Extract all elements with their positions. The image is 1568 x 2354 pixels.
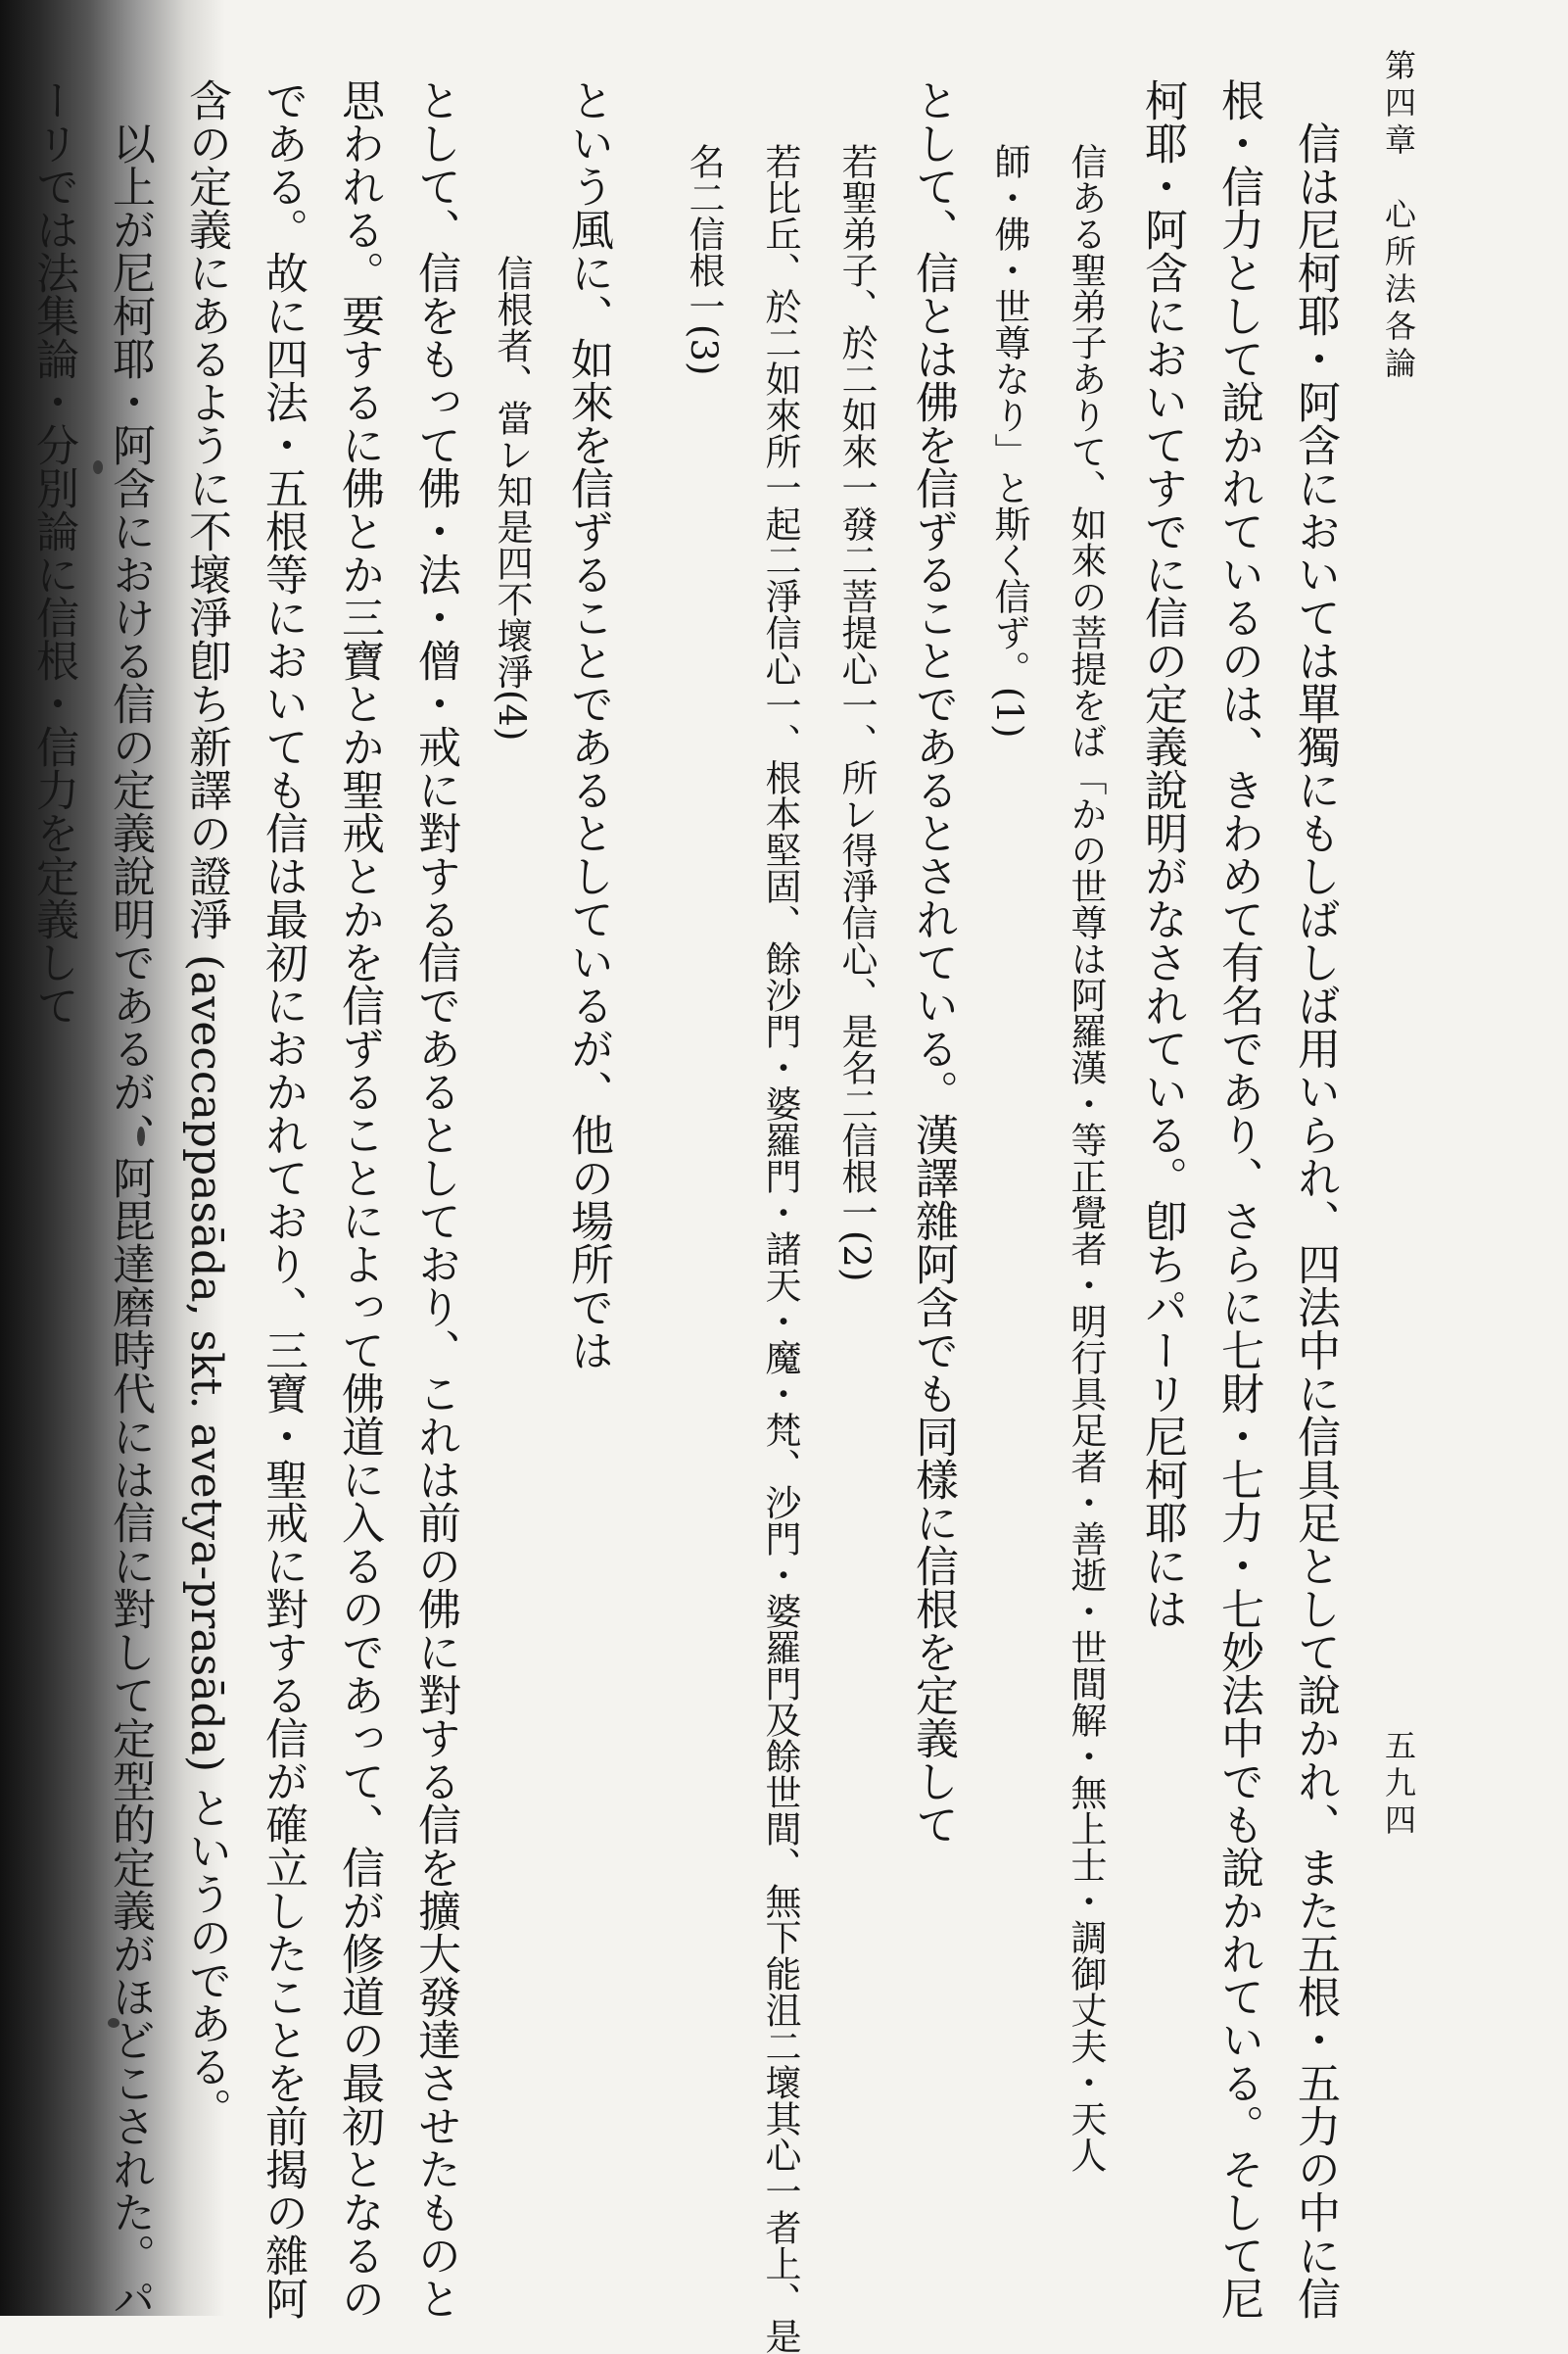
text-line: として、信をもって佛・法・僧・戒に對する信であるとしており、これは前の佛に對する信を擴大發達させたものと — [410, 78, 460, 2320]
text-line: 根・信力として說かれているのは、きわめて有名であり、さらに七財・七力・七妙法中でも說かれている。そして尼 — [1213, 78, 1263, 2320]
text-line: 思われる。要するに佛とか三寶とか聖戒とかを信ずることによって佛道に入るのであって、信が修道の最初となるの — [334, 78, 384, 2320]
running-head: 第四章 心所法各論 — [1380, 49, 1417, 384]
quotation-line: 信根者、當レ知是四不壞淨(4) — [491, 255, 533, 742]
text-line: 信は尼柯耶・阿含においては單獨にもしばしば用いられ、四法中に信具足として說かれ、また五根・五力の中に信 — [1290, 121, 1340, 2320]
text-line: 含の定義にあるように不壞淨卽ち新譯の證淨 (aveccappasāda, skt. avetya-prasāda) というのである。 — [181, 78, 231, 2132]
text-line: 以上が尼柯耶・阿含における信の定義說明であるが、阿毘達磨時代には信に對して定型的定義がほどこされた。パ — [105, 121, 155, 2320]
quotation-line: 若聖弟子、於二如來一發二菩提心一、所レ得淨信心、是名二信根一(2) — [835, 143, 878, 1282]
quotation-line: 師・佛・世尊なり」と斯く信ず。(1) — [988, 143, 1030, 739]
text-line: である。故に四法・五根等においても信は最初におかれており、三寶・聖戒に對する信が確立したことを前揭の雜阿 — [258, 78, 308, 2320]
quotation-line: 若比丘、於二如來所一起二淨信心一、根本堅固、餘沙門・婆羅門・諸天・魔・梵、沙門・婆羅門及餘世間、無下能沮二壞其心一者上、是 — [759, 143, 801, 2354]
text-line: ーリでは法集論・分別論に信根・信力を定義して — [28, 78, 78, 1027]
quotation-line: 信ある聖弟子ありて、如來の菩提をば「かの世尊は阿羅漢・等正覺者・明行具足者・善逝・世間解・無上士・調御丈夫・天人 — [1065, 143, 1107, 2173]
body-text — [28, 78, 1353, 2354]
text-line: 柯耶・阿含においてすでに信の定義說明がなされている。卽ちパーリ尼柯耶には — [1137, 78, 1187, 1630]
text-line: として、信とは佛を信ずることであるとされている。漢譯雜阿含でも同樣に信根を定義して — [908, 78, 958, 1846]
paragraph-gap — [626, 78, 665, 2253]
text-line: という風に、如來を信ずることであるとしているが、他の場所では — [563, 78, 613, 1371]
quotation-line: 名二信根一(3) — [683, 143, 725, 376]
page-number: 五九四 — [1380, 1729, 1417, 1841]
